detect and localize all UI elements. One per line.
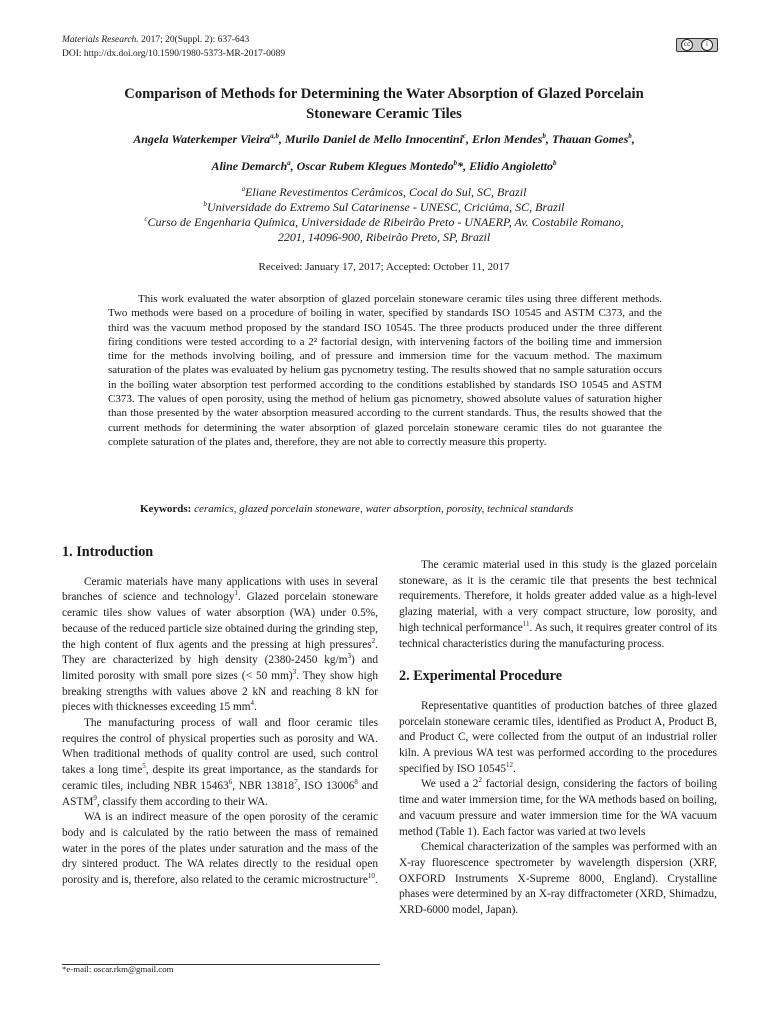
journal-header xyxy=(62,33,285,61)
citation-ref: 2 xyxy=(371,636,376,645)
author-affiliation-ref: a xyxy=(287,159,291,167)
author-line-2: Aline Demarch$^a$, Oscar Rubem Klegues Montedo$^b$*, Elidio Angioletto$^b$ xyxy=(211,159,557,173)
citation-ref: 4 xyxy=(250,699,255,708)
citation-ref: 3 xyxy=(292,668,297,677)
author-affiliation-ref: b xyxy=(628,132,632,140)
keywords-list: ceramics, glazed porcelain stoneware, water absorption, porosity, technical standards xyxy=(194,503,574,515)
paper-title: Comparison of Methods for Determining the Water Absorption of Glazed Porcelain Stoneware Ceramic Tiles xyxy=(124,86,644,122)
keywords-label: Keywords: xyxy=(140,503,192,515)
citation-ref: 10 xyxy=(367,872,375,881)
citation-ref: 11 xyxy=(522,620,530,629)
author-name: Oscar Rubem Klegues Montedo xyxy=(296,159,454,173)
citation-ref: 2 xyxy=(478,776,482,785)
received-dates: Received: January 17, 2017; Accepted: October 11, 2017 xyxy=(258,261,510,273)
author-affiliation-ref: b xyxy=(542,132,546,140)
journal-name: Materials Research. xyxy=(62,35,139,45)
author-affiliation-ref: b xyxy=(453,159,458,167)
author-name: Elidio Angioletto xyxy=(469,159,554,173)
paragraph: The ceramic material used in this study is the glazed porcelain stoneware, as it is the ceramic tile that presents the best technical requirements. Therefore, it holds greater added value as a high-level glazing material, with a very compact structure, low porosity, and high technical performance$^{11}$. As such, it requires greater control of its technical characteristics during the manufacturing process. xyxy=(399,559,717,650)
citation-ref: 1 xyxy=(234,589,238,598)
affiliation-a: $^a$Eliane Revestimentos Cerâmicos, Cocal do Sul, SC, Brazil xyxy=(241,185,527,199)
section-heading-experimental: 2. Experimental Procedure xyxy=(399,668,562,685)
left-column xyxy=(62,545,378,889)
keywords xyxy=(140,503,680,515)
paragraph: The manufacturing process of wall and floor ceramic tiles requires the control of physical properties such as porosity and WA. When traditional methods of quality control are used, such control takes a long time$^5$, despite its great importance, as the standards for ceramic tiles, including NBR 15463$^6$, NBR 13818$^7$, ISO 13006$^8$ and ASTM$^9$, classify them according to their WA. xyxy=(62,717,379,808)
doi-link[interactable]: DOI: http://dx.doi.org/10.1590/1980-5373-MR-2017-0089 xyxy=(62,49,286,59)
affiliation-c: $^c$Curso de Engenharia Química, Universidade de Ribeirão Preto - UNAERP, Av. Costabile Romano, xyxy=(144,215,624,229)
citation-ref: 12 xyxy=(506,760,513,769)
paragraph: Ceramic materials have many applications with uses in several branches of science and technology$^1$. Glazed porcelain stoneware ceramic tiles show values of water absorption (WA) under 0.5%, because of the reduced particle size obtained during the grinding step, the high content of flux agents and the pressing at high pressures$^2$. They are characterized by high density (2380-2450 $kg/m^3$) and limited porosity with small pore sizes (< 50 mm)$^3$. They show high breaking strengths with values above 2 kN and reaching 8 kN for pieces with thicknesses exceeding 15 $mm^4$. xyxy=(62,575,378,714)
author-name: Thauan Gomes xyxy=(551,132,629,146)
author-name: Murilo Daniel de Mello Innocentini xyxy=(284,132,463,146)
section-heading-introduction: 1. Introduction xyxy=(62,544,154,560)
citation-ref: 9 xyxy=(93,793,97,802)
right-column xyxy=(399,558,717,919)
paragraph: WA is an indirect measure of the open porosity of the ceramic body and is calculated by the ratio between the mass of remained water in the pores of the plates under saturation and the mass of the dry sintered product. The WA relates directly to the residual open porosity and is, therefore, also related to the ceramic microstructure$^{10}$. xyxy=(62,811,378,887)
paragraph: Representative quantities of production batches of three glazed porcelain stoneware ceramic tiles, identified as Product A, Product B, and Product C, were collected from the output of an industrial roller kiln. A previous WA test was performed according to the procedures specified by ISO 10545$^{12}$. xyxy=(399,699,717,775)
footnote-email[interactable]: *e-mail: oscar.rkm@gmail.com xyxy=(62,964,174,974)
citation-ref: 6 xyxy=(228,778,233,787)
author-name: Angela Waterkemper Vieira xyxy=(133,132,271,146)
paragraph: Chemical characterization of the samples was performed with an X-ray fluorescence spectrometer by wavelength dispersion (XRF, OXFORD Instruments X-Supreme 8000, England). Crystalline phases were determined by an X-ray diffractometer (XRD, Shimadzu, XRD-6000 model, Japan). xyxy=(399,841,717,917)
citation-ref: 7 xyxy=(294,778,298,787)
citation-ref: 5 xyxy=(142,762,146,771)
author-name: Aline Demarch xyxy=(211,159,288,173)
affiliation-c-address: 2201, 14096-900, Ribeirão Preto, SP, Brazil xyxy=(277,230,491,244)
affiliation-b: $^b$Universidade do Extremo Sul Catarinense - UNESC, Criciúma, SC, Brazil xyxy=(203,200,565,214)
author-affiliation-ref: c xyxy=(462,132,467,140)
paragraph: We used a $2^2$ factorial design, considering the factors of boiling time and water immersion time, for the WA methods based on boiling, and vacuum pressure and water immersion time for the WA vacuum method (Table 1). Each factor was varied at two levels xyxy=(399,776,717,838)
citation-ref: 3 xyxy=(347,652,352,661)
abstract: This work evaluated the water absorption of glazed porcelain stoneware ceramic tiles using three different methods. Two methods were based on a procedure of boiling in water, specified by standards ISO 10545 and ASTM C373, and the third was the vacuum method proposed by the standard ISO 10545. The three products produced under the three different firing conditions were tested according to a 2² factorial design, with intervening factors of the boiling time and immersion time for the methods involving boiling, and of pressure and immersion time for the vacuum method. The maximum saturation of the plates was evaluated by helium gas pycnometry testing. The results showed that no sample saturation occurs in the boiling water absorption test performed according to the conditions established by standards ISO 10545 and ASTM C373. The values of open porosity, using the method of helium gas picnometry, showed absolute values of saturation higher than those presented by the water absorption measured according to the current standards. Thus, the results showed that the current methods for determining the water absorption of glazed porcelain stoneware ceramic tiles do not guarantee the complete saturation of the plates and, therefore, they are not able to correctly measure this property. xyxy=(108,293,662,448)
citation-ref: 8 xyxy=(354,778,358,787)
author-affiliation-ref: b xyxy=(553,159,557,167)
citation: 2017; 20(Suppl. 2): 637-643 xyxy=(141,35,250,45)
author-name: Erlon Mendes xyxy=(472,132,543,146)
author-affiliation-ref: a,b xyxy=(270,132,279,140)
creative-commons-by-icon[interactable]: cc i xyxy=(676,38,718,52)
author-line-1: Angela Waterkemper Vieira$^{a,b}$, Murilo Daniel de Mello Innocentini$^c$, Erlon Mendes$^b$, Thauan Gomes$^b$, xyxy=(133,132,635,146)
